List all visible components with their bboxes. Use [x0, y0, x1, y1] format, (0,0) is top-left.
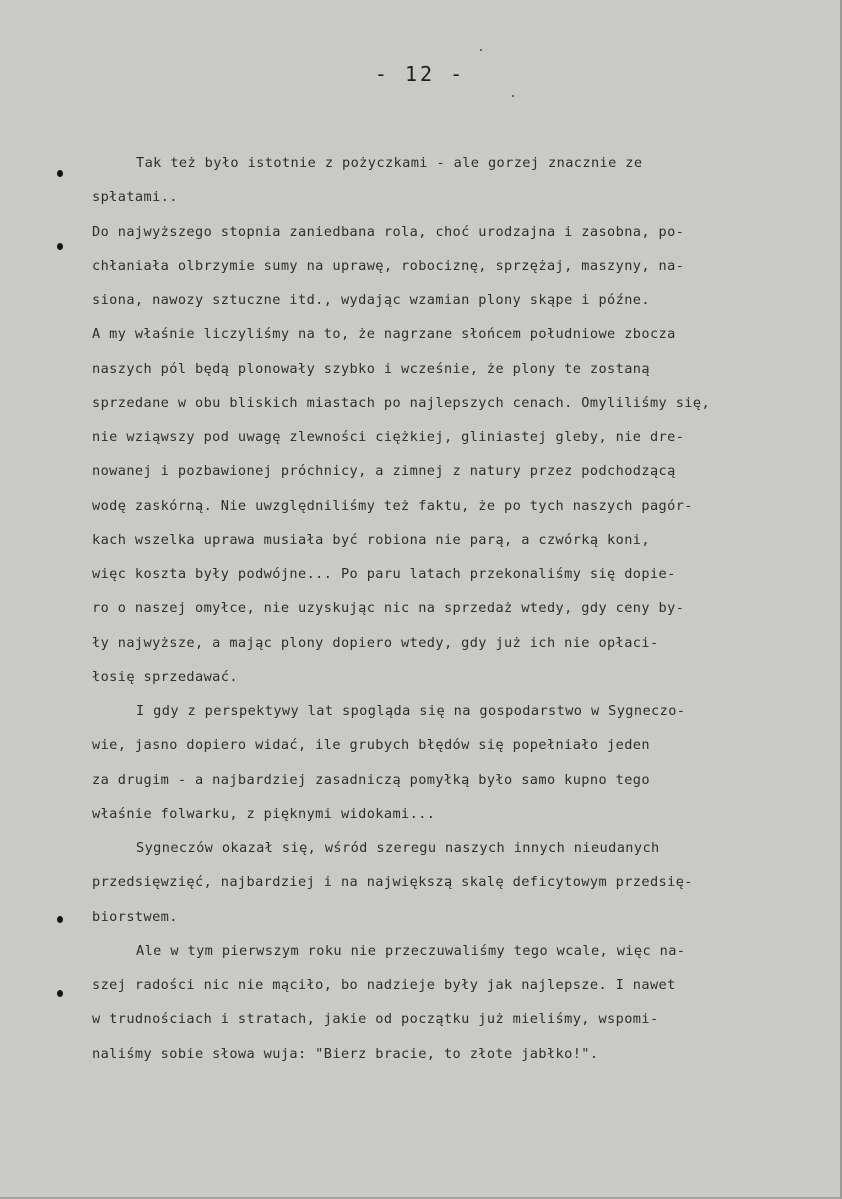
text-line: łosię sprzedawać.: [92, 668, 238, 685]
text-line: kach wszelka uprawa musiała być robiona nie parą, a czwórką koni,: [92, 531, 650, 548]
paper-speck: [512, 95, 514, 97]
text-line: więc koszta były podwójne... Po paru latach przekonaliśmy się dopie-: [92, 566, 676, 582]
text-line: ły najwyższe, a mając plony dopiero wtedy, gdy już ich nie opłaci-: [92, 634, 659, 651]
text-line: Do najwyższego stopnia zaniedbana rola, choć urodzajna i zasobna, po-: [92, 223, 685, 240]
text-line: za drugim - a najbardziej zasadniczą pomyłką było samo kupno tego: [92, 771, 650, 788]
page-number: - 12 -: [374, 62, 466, 86]
text-line: naliśmy sobie słowa wuja: "Bierz bracie, to złote jabłko!".: [92, 1045, 599, 1062]
punch-hole-mark: [57, 243, 63, 250]
text-line: biorstwem.: [92, 908, 178, 925]
text-line: sprzedane w obu bliskich miastach po najlepszych cenach. Omyliliśmy się,: [92, 394, 711, 411]
punch-hole-mark: [57, 916, 63, 923]
body-text: [92, 153, 812, 1078]
text-line: nie wziąwszy pod uwagę zlewności ciężkiej, gliniastej gleby, nie dre-: [92, 429, 685, 445]
text-line: wie, jasno dopiero widać, ile grubych błędów się popełniało jeden: [92, 737, 650, 754]
text-line: I gdy z perspektywy lat spogląda się na gospodarstwo w Sygneczo-: [136, 703, 686, 719]
text-line: szej radości nic nie mąciło, bo nadzieje były jak najlepsze. I nawet: [92, 977, 676, 993]
text-line: w trudnościach i stratach, jakie od początku już mieliśmy, wspomi-: [92, 1011, 659, 1028]
text-line: siona, nawozy sztuczne itd., wydając wzamian plony skąpe i późne.: [92, 292, 650, 308]
paper-speck: [480, 49, 482, 51]
text-line: ro o naszej omyłce, nie uzyskując nic na sprzedaż wtedy, gdy ceny by-: [92, 600, 685, 617]
text-line: A my właśnie liczyliśmy na to, że nagrzane słońcem południowe zbocza: [92, 326, 676, 343]
text-line: Tak też było istotnie z pożyczkami - ale gorzej znacznie ze: [136, 155, 643, 171]
text-line: Sygneczów okazał się, wśród szeregu naszych innych nieudanych: [136, 840, 660, 856]
text-line: wodę zaskórną. Nie uwzględniliśmy też faktu, że po tych naszych pagór-: [92, 497, 693, 514]
text-line: przedsięwzięć, najbardziej i na największą skalę deficytowym przedsię-: [92, 874, 693, 891]
punch-hole-mark: [57, 170, 63, 177]
text-line: naszych pól będą plonowały szybko i wcześnie, że plony te zostaną: [92, 360, 650, 377]
text-line: chłaniała olbrzymie sumy na uprawę, robociznę, sprzężaj, maszyny, na-: [92, 257, 685, 274]
text-line: nowanej i pozbawionej próchnicy, a zimnej z natury przez podchodzącą: [92, 463, 676, 480]
text-line: właśnie folwarku, z pięknymi widokami...: [92, 805, 436, 822]
text-line: Ale w tym pierwszym roku nie przeczuwaliśmy tego wcale, więc na-: [136, 942, 686, 959]
text-line: spłatami..: [92, 189, 178, 206]
punch-hole-mark: [57, 990, 63, 997]
